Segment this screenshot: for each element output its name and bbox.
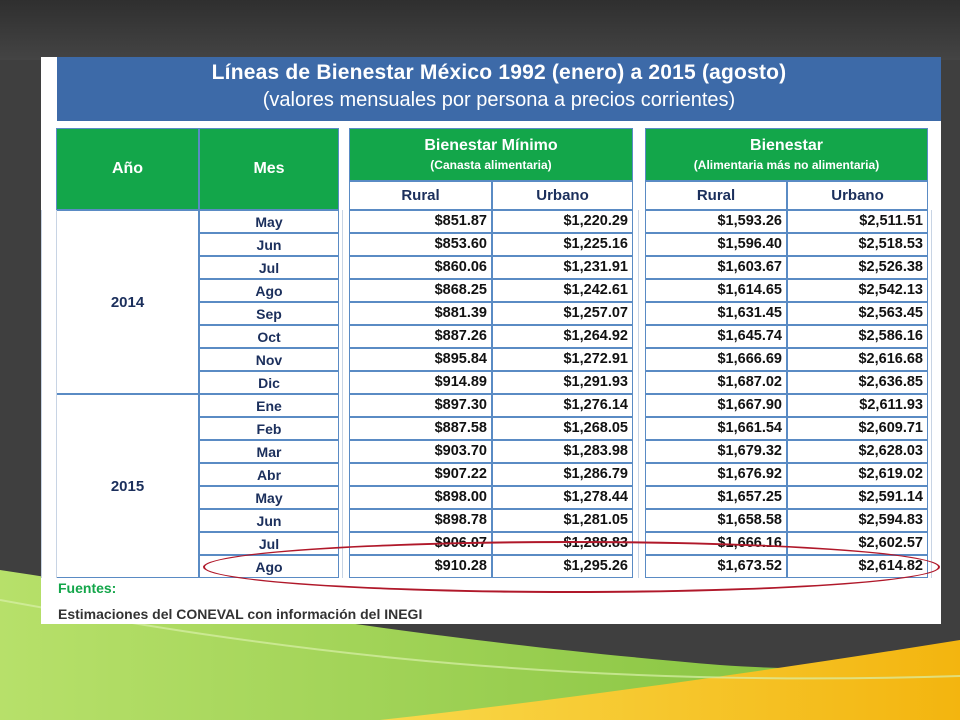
cell-bien-urbano: $2,563.45 [787,302,928,325]
cell-min-rural: $853.60 [349,233,492,256]
cell-mes: Feb [199,417,339,440]
grid-guide-line [41,210,42,578]
title-band [57,57,941,121]
cell-mes: Oct [199,325,339,348]
cell-min-urbano: $1,225.16 [492,233,633,256]
cell-bien-urbano: $2,602.57 [787,532,928,555]
cell-bien-urbano: $2,594.83 [787,509,928,532]
cell-min-urbano: $1,295.26 [492,555,633,578]
cell-min-rural: $868.25 [349,279,492,302]
cell-bien-urbano: $2,542.13 [787,279,928,302]
cell-bien-rural: $1,645.74 [645,325,787,348]
grid-guide-line [931,210,932,578]
cell-bien-rural: $1,661.54 [645,417,787,440]
header-bienestar-minimo [349,128,633,181]
header-bienestar-minimo-sub: (Canasta alimentaria) [430,158,552,172]
subheader-min-urbano: Urbano [492,181,633,210]
subheader-bien-urbano: Urbano [787,181,928,210]
grid-guide-line [56,210,57,578]
cell-bien-rural: $1,603.67 [645,256,787,279]
cell-min-rural: $906.07 [349,532,492,555]
cell-min-urbano: $1,231.91 [492,256,633,279]
cell-min-urbano: $1,283.98 [492,440,633,463]
cell-min-urbano: $1,291.93 [492,371,633,394]
table-subtitle: (valores mensuales por persona a precios corrientes) [262,89,736,111]
year-cell-2014: 2014 [56,210,199,394]
cell-mes: Ago [199,279,339,302]
cell-min-urbano: $1,242.61 [492,279,633,302]
cell-mes: Jul [199,532,339,555]
grid-guide-line [638,210,639,578]
cell-min-rural: $907.22 [349,463,492,486]
header-bienestar [645,128,928,181]
fuentes-label: Fuentes: [58,580,117,596]
header-bienestar-sub: (Alimentaria más no alimentaria) [693,158,880,172]
cell-bien-rural: $1,631.45 [645,302,787,325]
cell-min-rural: $910.28 [349,555,492,578]
year-cell-2015: 2015 [56,394,199,578]
cell-mes: Nov [199,348,339,371]
cell-min-urbano: $1,276.14 [492,394,633,417]
cell-min-urbano: $1,288.83 [492,532,633,555]
cell-min-rural: $897.30 [349,394,492,417]
cell-bien-rural: $1,593.26 [645,210,787,233]
cell-min-rural: $887.58 [349,417,492,440]
cell-bien-urbano: $2,586.16 [787,325,928,348]
cell-bien-rural: $1,596.40 [645,233,787,256]
cell-mes: Jul [199,256,339,279]
cell-bien-urbano: $2,526.38 [787,256,928,279]
cell-bien-urbano: $2,511.51 [787,210,928,233]
cell-min-rural: $903.70 [349,440,492,463]
cell-min-rural: $914.89 [349,371,492,394]
cell-bien-rural: $1,676.92 [645,463,787,486]
cell-min-urbano: $1,220.29 [492,210,633,233]
cell-mes: Jun [199,509,339,532]
subheader-bien-rural: Rural [645,181,787,210]
cell-min-urbano: $1,257.07 [492,302,633,325]
table-title: Líneas de Bienestar México 1992 (enero) a 2015 (agosto) [211,61,787,84]
cell-mes: Jun [199,233,339,256]
cell-min-urbano: $1,281.05 [492,509,633,532]
header-bienestar-minimo-title: Bienestar Mínimo [424,137,558,154]
subheader-min-rural: Rural [349,181,492,210]
cell-min-rural: $898.78 [349,509,492,532]
cell-bien-urbano: $2,591.14 [787,486,928,509]
cell-bien-rural: $1,667.90 [645,394,787,417]
cell-bien-rural: $1,679.32 [645,440,787,463]
cell-bien-rural: $1,666.16 [645,532,787,555]
cell-min-urbano: $1,268.05 [492,417,633,440]
cell-bien-rural: $1,666.69 [645,348,787,371]
cell-min-rural: $898.00 [349,486,492,509]
header-bienestar-title: Bienestar [750,137,823,154]
cell-bien-rural: $1,658.58 [645,509,787,532]
header-mes [199,128,339,210]
cell-min-rural: $851.87 [349,210,492,233]
cell-bien-urbano: $2,619.02 [787,463,928,486]
cell-bien-urbano: $2,628.03 [787,440,928,463]
cell-bien-urbano: $2,518.53 [787,233,928,256]
cell-mes: Sep [199,302,339,325]
cell-min-urbano: $1,278.44 [492,486,633,509]
cell-mes: Ene [199,394,339,417]
header-anio [56,128,199,210]
cell-min-urbano: $1,272.91 [492,348,633,371]
cell-bien-urbano: $2,611.93 [787,394,928,417]
cell-bien-rural: $1,673.52 [645,555,787,578]
cell-min-rural: $860.06 [349,256,492,279]
fuentes-text: Estimaciones del CONEVAL con información del INEGI [58,606,423,622]
cell-min-urbano: $1,286.79 [492,463,633,486]
cell-bien-urbano: $2,616.68 [787,348,928,371]
cell-mes: Dic [199,371,339,394]
cell-mes: Abr [199,463,339,486]
cell-bien-urbano: $2,636.85 [787,371,928,394]
header-anio-label: Año [111,160,144,177]
cell-min-urbano: $1,264.92 [492,325,633,348]
cell-mes: May [199,210,339,233]
cell-bien-rural: $1,657.25 [645,486,787,509]
cell-mes: Ago [199,555,339,578]
cell-min-rural: $887.26 [349,325,492,348]
cell-bien-rural: $1,687.02 [645,371,787,394]
cell-mes: Mar [199,440,339,463]
grid-guide-line [342,210,343,578]
cell-min-rural: $881.39 [349,302,492,325]
cell-min-rural: $895.84 [349,348,492,371]
cell-bien-rural: $1,614.65 [645,279,787,302]
cell-mes: May [199,486,339,509]
header-mes-label: Mes [253,160,285,177]
cell-bien-urbano: $2,609.71 [787,417,928,440]
cell-bien-urbano: $2,614.82 [787,555,928,578]
